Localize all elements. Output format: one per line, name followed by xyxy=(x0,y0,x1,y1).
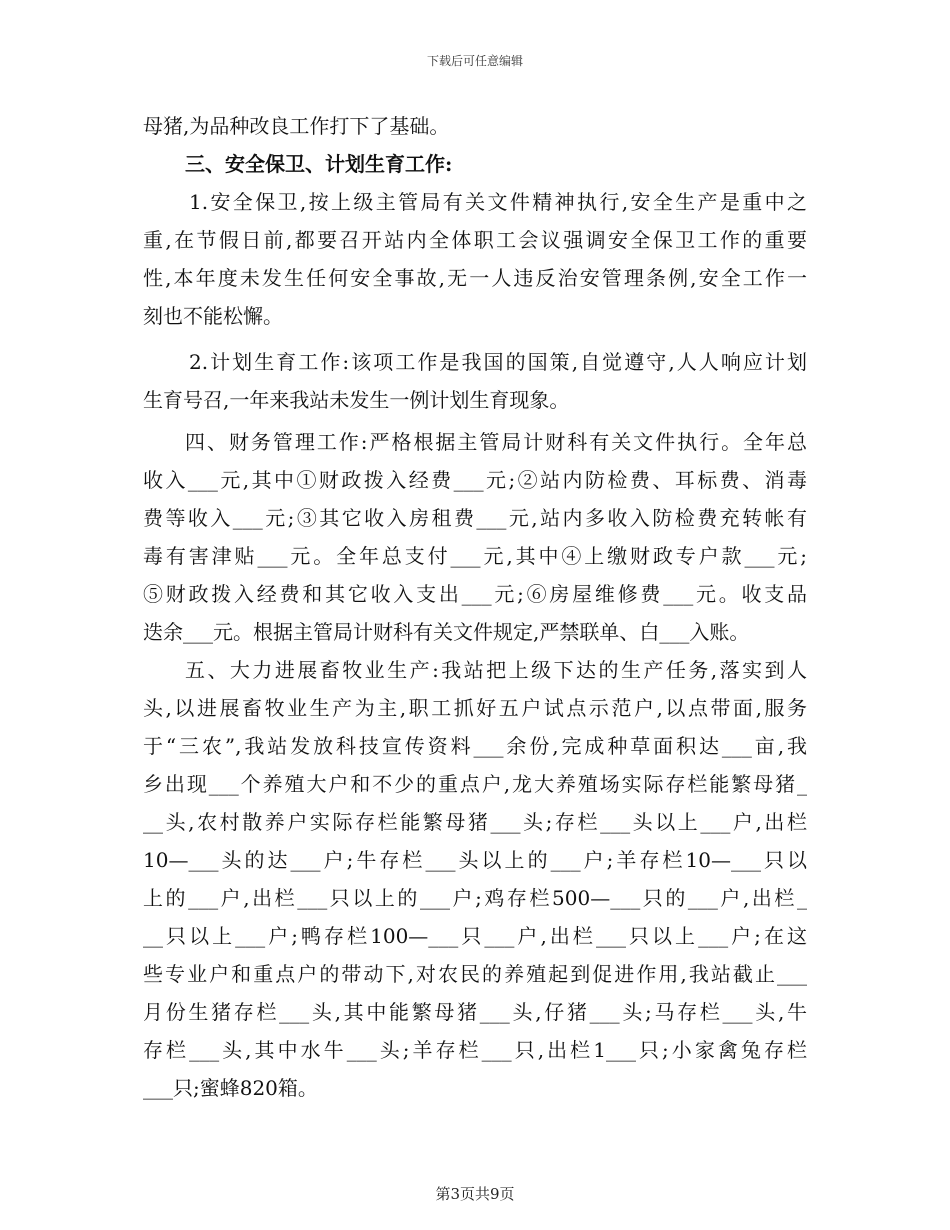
text-line: 于“三农”,我站发放科技宣传资料___余份,完成种草面积达___亩,我 xyxy=(143,734,807,758)
text-line: ⑤财政拨入经费和其它收入支出___元;⑥房屋维修费___元。收支品 xyxy=(143,582,807,606)
text-line: __只以上___户;鸭存栏100—___只___户,出栏___只以上___户;在这 xyxy=(143,924,807,948)
page-header: 下载后可任意编辑 xyxy=(426,54,523,68)
text-line: 收入___元,其中①财政拨入经费___元;②站内防检费、耳标费、消毒 xyxy=(143,468,807,492)
text-line: 2.计划生育工作:该项工作是我国的国策,自觉遵守,人人响应计划 xyxy=(189,350,807,374)
text-line: 刻也不能松懈。 xyxy=(143,304,283,328)
text-line: 费等收入___元;③其它收入房租费___元,站内多收入防检费充转帐有 xyxy=(143,506,807,530)
text-line: 重,在节假日前,都要召开站内全体职工会议强调安全保卫工作的重要 xyxy=(143,228,807,252)
document-body xyxy=(143,107,807,1107)
text-line: 上的___户,出栏___只以上的___户;鸡存栏500—___只的___户,出栏_ xyxy=(143,886,807,910)
text-line: 性,本年度未发生任何安全事故,无一人违反治安管理条例,安全工作一 xyxy=(143,266,807,290)
section-heading: 三、安全保卫、计划生育工作: xyxy=(185,152,453,176)
text-line: 毒有害津贴___元。全年总支付___元,其中④上缴财政专户款___元; xyxy=(143,544,807,568)
text-line: 四、财务管理工作:严格根据主管局计财科有关文件执行。全年总 xyxy=(185,430,807,454)
text-line: 乡出现___个养殖大户和不少的重点户,龙大养殖场实际存栏能繁母猪_ xyxy=(143,772,807,796)
text-line: 存栏___头,其中水牛___头;羊存栏___只,出栏1___只;小家禽兔存栏 xyxy=(143,1038,807,1062)
text-line: __头,农村散养户实际存栏能繁母猪___头;存栏___头以上___户,出栏 xyxy=(143,810,807,834)
text-line: 月份生猪存栏___头,其中能繁母猪___头,仔猪___头;马存栏___头,牛 xyxy=(143,1000,807,1024)
text-line: 10—___头的达___户;牛存栏___头以上的___户;羊存栏10—___只以 xyxy=(143,848,807,872)
text-line: ___只;蜜蜂820箱。 xyxy=(143,1076,318,1100)
text-line: 迭余___元。根据主管局计财科有关文件规定,严禁联单、白___入账。 xyxy=(143,620,750,644)
text-line: 些专业户和重点户的带动下,对农民的养殖起到促进作用,我站截止___ xyxy=(143,962,807,986)
text-line: 头,以进展畜牧业生产为主,职工抓好五户试点示范户,以点带面,服务 xyxy=(143,696,807,720)
text-line: 母猪,为品种改良工作打下了基础。 xyxy=(143,114,450,138)
text-line: 生育号召,一年来我站未发生一例计划生育现象。 xyxy=(143,388,570,412)
text-line: 五、大力进展畜牧业生产:我站把上级下达的生产任务,落实到人 xyxy=(185,658,807,682)
page-number: 第3页共9页 xyxy=(435,1185,515,1203)
text-line: 1.安全保卫,按上级主管局有关文件精神执行,安全生产是重中之 xyxy=(189,190,807,214)
